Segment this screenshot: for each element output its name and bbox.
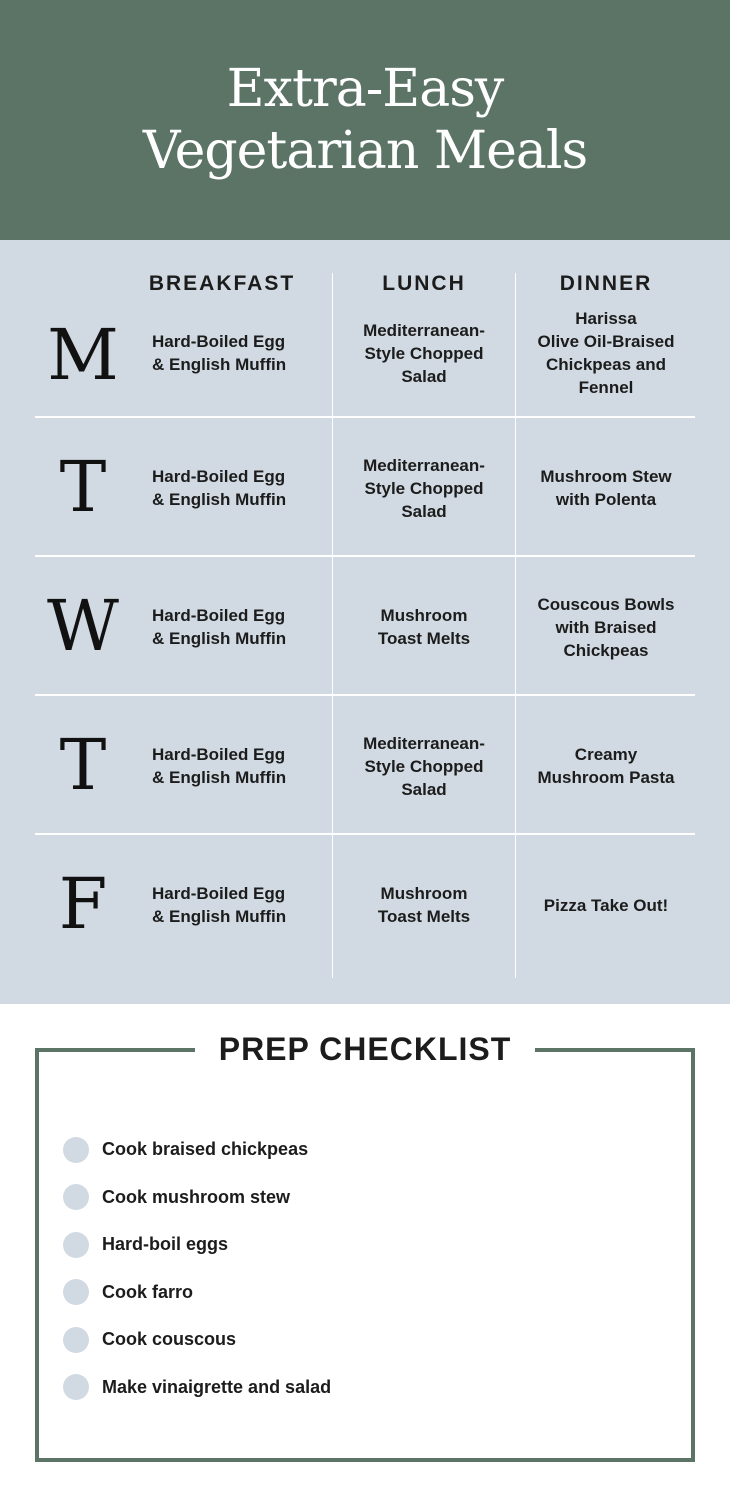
breakfast-cell: [152, 302, 327, 404]
cell-line: Olive Oil-Braised: [537, 332, 675, 351]
cell-line: & English Muffin: [152, 907, 287, 926]
checkbox-circle-icon[interactable]: [63, 1374, 89, 1400]
cell-line: & English Muffin: [152, 355, 287, 374]
day-row-thursday: [0, 696, 730, 833]
cell-line: Mediterranean-: [363, 455, 485, 475]
column-header-lunch: LUNCH: [382, 272, 466, 295]
breakfast-cell: [152, 835, 327, 975]
column-header-dinner: DINNER: [559, 272, 653, 295]
checkbox-circle-icon[interactable]: [63, 1137, 89, 1163]
prep-checklist: [35, 1031, 695, 1462]
lunch-cell: [335, 557, 513, 697]
cell-line: Hard-Boiled Egg: [152, 332, 286, 351]
dinner-cell: [518, 835, 694, 975]
title-line-1: Extra-Easy: [226, 59, 504, 119]
cell-line: Couscous Bowls: [537, 594, 675, 614]
breakfast-cell: [152, 418, 327, 558]
day-row-wednesday: [0, 557, 730, 694]
cell-line: Style Chopped: [364, 478, 484, 498]
cell-line: Pizza Take Out!: [543, 895, 669, 915]
cell-line: Chickpeas and: [546, 355, 666, 374]
checklist-item-label: Make vinaigrette and salad: [102, 1376, 332, 1397]
day-letter: W: [47, 585, 119, 667]
cell-line: Mushroom Pasta: [537, 768, 675, 787]
checklist-item[interactable]: [63, 1316, 331, 1364]
cell-line: Hard-Boiled Egg: [152, 467, 286, 486]
cell-line: & English Muffin: [152, 768, 287, 787]
lunch-cell: [335, 302, 513, 404]
day-row-tuesday: [0, 418, 730, 555]
cell-line: with Polenta: [555, 490, 657, 509]
cell-line: Style Chopped: [364, 756, 484, 776]
cell-line: Mediterranean-: [363, 320, 485, 340]
column-header-breakfast: BREAKFAST: [148, 272, 296, 295]
cell-line: Hard-Boiled Egg: [152, 884, 286, 903]
lunch-cell: [335, 696, 513, 836]
cell-line: Style Chopped: [364, 343, 484, 363]
cell-line: & English Muffin: [152, 490, 287, 509]
page-title: [143, 58, 587, 182]
breakfast-cell: [152, 557, 327, 697]
title-line-2: Vegetarian Meals: [142, 121, 588, 181]
cell-line: Creamy: [574, 745, 638, 764]
checkbox-circle-icon[interactable]: [63, 1327, 89, 1353]
checklist-item-label: Cook farro: [102, 1281, 194, 1302]
cell-line: Harissa: [575, 309, 637, 328]
checklist-item[interactable]: [63, 1221, 331, 1269]
cell-line: Chickpeas: [563, 640, 649, 660]
cell-line: Mediterranean-: [363, 733, 485, 753]
day-row-friday: [0, 835, 730, 978]
checklist-item-label: Cook mushroom stew: [102, 1186, 291, 1207]
lunch-cell: [335, 835, 513, 975]
dinner-cell: [518, 557, 694, 697]
checkbox-circle-icon[interactable]: [63, 1232, 89, 1258]
checklist-item-label: Hard-boil eggs: [102, 1234, 229, 1255]
cell-line: Mushroom: [380, 884, 468, 903]
day-letter: F: [58, 863, 108, 945]
cell-line: & English Muffin: [152, 629, 287, 648]
checklist-item-label: Cook couscous: [102, 1329, 237, 1350]
prep-checklist-title: PREP CHECKLIST: [195, 1026, 535, 1072]
header-banner: [0, 0, 730, 240]
checkbox-circle-icon[interactable]: [63, 1184, 89, 1210]
day-letter: T: [59, 446, 107, 528]
cell-line: Toast Melts: [377, 907, 471, 926]
checklist-item-label: Cook braised chickpeas: [102, 1139, 309, 1160]
dinner-cell: [518, 696, 694, 836]
cell-line: Mushroom Stew: [540, 467, 672, 486]
day-letter: T: [59, 724, 107, 806]
cell-line: Salad: [401, 779, 447, 799]
lunch-cell: [335, 418, 513, 558]
cell-line: Toast Melts: [377, 629, 471, 648]
day-letter: M: [47, 314, 119, 396]
cell-line: Salad: [401, 501, 447, 521]
cell-line: Hard-Boiled Egg: [152, 606, 286, 625]
checkbox-circle-icon[interactable]: [63, 1279, 89, 1305]
checklist-item[interactable]: [63, 1269, 331, 1317]
checklist-item[interactable]: [63, 1364, 331, 1412]
checklist-item[interactable]: [63, 1174, 331, 1222]
cell-line: Mushroom: [380, 606, 468, 625]
dinner-cell: [518, 418, 694, 558]
day-row-monday: [0, 302, 730, 414]
dinner-cell: [518, 302, 694, 404]
cell-line: Salad: [401, 366, 447, 386]
cell-line: with Braised: [555, 617, 657, 637]
checklist-item[interactable]: [63, 1126, 331, 1174]
checklist: [63, 1126, 331, 1411]
meal-plan-table: [0, 240, 730, 1004]
cell-line: Fennel: [578, 378, 634, 397]
cell-line: Hard-Boiled Egg: [152, 745, 286, 764]
breakfast-cell: [152, 696, 327, 836]
